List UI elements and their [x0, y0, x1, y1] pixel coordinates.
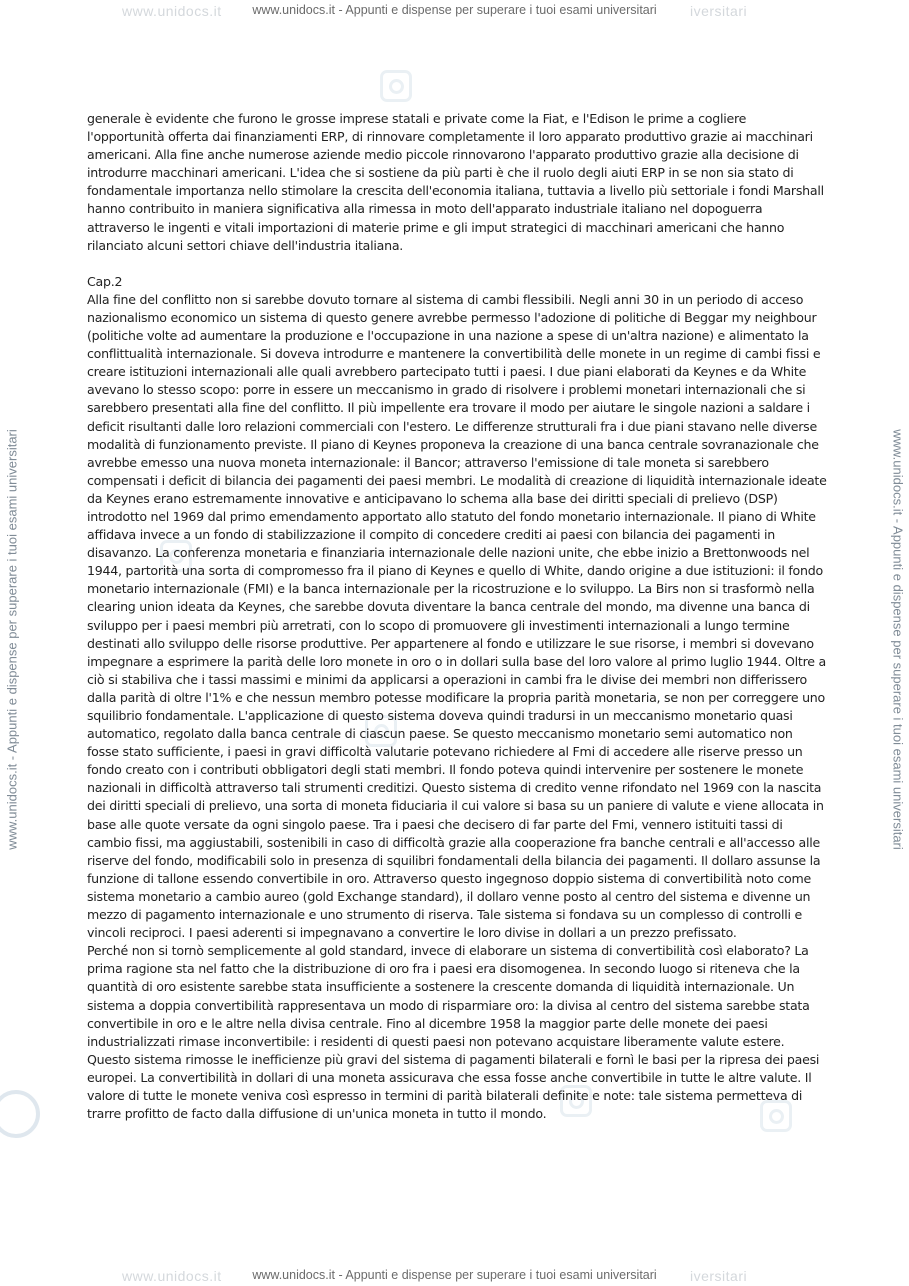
page-footer-watermark[interactable]: www.unidocs.it - Appunti e dispense per superare i tuoi esami universitari [252, 1268, 657, 1282]
watermark-logo-icon [380, 70, 412, 102]
paragraph: generale è evidente che furono le grosse imprese statali e private come la Fiat, e l'Edison le prime a cogliere l'opportunità offerta dai finanziamenti ERP, di rinnovare completamente il loro apparato produttivo grazie ai macchinari americani. Alla fine anche numerose aziende medio piccole rinnovarono l'apparato produttivo grazie alla decisione di introdurre macchinari americani. L'idea che si sostiene da più parti è che il ruolo degli aiuti ERP in se non sia stato di fondamentale importanza nello stimolare la crescita dell'economia italiana, tuttavia a livello più settoriale i fondi Marshall hanno contribuito in maniera significativa alla rimessa in moto dell'apparato industriale italiano nel dopoguerra attraverso le ingenti e vitali importazioni di materie prime e gli imput strategici di macchinari americani che hanno rilanciato alcuni settori chiave dell'industria italiana. [87, 111, 824, 253]
chapter-heading: Cap.2 [87, 273, 123, 289]
faint-watermark-right: iversitari [690, 3, 748, 19]
side-watermark-right: www.unidocs.it - Appunti e dispense per superare i tuoi esami universitari [890, 429, 906, 850]
paragraph: Alla fine del conflitto non si sarebbe dovuto tornare al sistema di cambi flessibili. Negli anni 30 in un periodo di acceso nazionalismo economico un sistema di questo genere avrebbe permesso l'adozione di politiche di Beggar my neighbour (politiche volte ad aumentare la produzione e l'occupazione in una nazione a spese di un'altra nazione) e alimentato la conflittualità internazionale. Si doveva introdurre e mantenere la convertibilità delle monete in un regime di cambi fissi e creare istituzioni internazionali alle quali avrebbero partecipato tutti i paesi. I due piani elaborati da Keynes e da White avevano lo stesso scopo: porre in essere un meccanismo in grado di risolvere i problemi monetari internazionali che si sarebbero presentati alla fine del conflitto. Il più impellente era trovare il modo per aiutare le singole nazioni a saldare i deficit risultanti dalle loro relazioni commerciali con l'estero. Le differenze strutturali fra i due piani stavano nelle diverse modalità di funzionamento previste. Il piano di Keynes proponeva la creazione di una banca centrale sovranazionale che avrebbe emesso una nuova moneta internazionale: il Bancor; attraverso l'emissione di tale moneta si sarebbero compensati i deficit di bilancia dei pagamenti dei paesi membri. Le modalità di creazione di liquidità internazionale ideate da Keynes erano estremamente innovative e anticipavano lo schema alla base dei diritti speciali di prelievo (DSP) introdotto nel 1969 dal primo emendamento apportato allo statuto del fondo monetario internazionale. Il piano di White affidava invece a un fondo di stabilizzazione il compito di concedere crediti ai paesi con bilancia dei pagamenti in disavanzo. La conferenza monetaria e finanziaria internazionale delle nazioni unite, che ebbe inizio a Brettonwoods nel 1944, partorità una sorta di compromesso fra il piano di Keynes e quello di White, dando origine a due istituzioni: il fondo monetario internazionale (FMI) e la banca internazionale per la ricostruzione e lo sviluppo. La Birs non si trasformò nella clearing union ideata da Keynes, che sarebbe dovuta diventare la banca centrale del mondo, ma divenne una banca di sviluppo per i paesi membri più arretrati, con lo scopo di promuovere gli investimenti internazionali a lungo termine destinati allo sviluppo delle risorse produttive. Per appartenere al fondo e utilizzare le sue risorse, i membri si dovevano impegnare a esprimere la parità delle loro monete in oro o in dollari sulla base del loro valore al primo luglio 1944. Oltre a ciò si stabiliva che i tassi massimi e minimi da applicarsi a operazioni in cambi fra le divise dei membri non differissero dalla parità di oltre l'1% e che nessun membro potesse modificare la propria parità monetaria, se non per correggere uno squilibrio fondamentale. L'applicazione di questo sistema doveva quindi tradursi in un meccanismo monetario quasi automatico, regolato dalla banca centrale di ciascun paese. Se questo meccanismo monetario semi automatico non fosse stato sufficiente, i paesi in gravi difficoltà valutarie potevano richiedere al Fmi di accedere alle riserve presso un fondo creato con i contributi obbligatori degli stati membri. Il fondo poteva quindi intervenire per sostenere le monete nazionali in difficoltà attraverso tali strumenti creditizi. Questo sistema di credito venne rifondato nel 1969 con la nascita dei diritti speciali di prelievo, una sorta di moneta fiduciaria il cui valore si basa su un paniere di valute e viene allocata in base alle quote versate da ogni singolo paese. Tra i paesi che decisero di far parte del Fmi, vennero istituiti tassi di cambio fissi, ma aggiustabili, sostenibili in caso di difficoltà grazie alla cooperazione fra banche centrali e all'accesso alle riserve del fondo, modificabili solo in presenza di squilibri fondamentali della bilancia dei pagamenti. Il dollaro assunse la funzione di tallone essendo convertibile in oro. Attraverso questo ingegnoso doppio sistema di convertibilità noto come sistema monetario a cambio aureo (gold Exchange standard), il dollaro venne posto al centro del sistema e divenne un mezzo di pagamento internazionale e uno strumento di riserva. Tale sistema si fondava su un complesso di controlli e vincoli reciproci. I paesi aderenti si impegnavano a convertire le loro divise in dollari a un prezzo prefissato. [87, 291, 827, 941]
paragraph: Perché non si tornò semplicemente al gold standard, invece di elaborare un sistema di convertibilità così elaborato? La prima ragione sta nel fatto che la distribuzione di oro fra i paesi era disomogenea. In secondo luogo si riteneva che la quantità di oro esistente sarebbe stata insufficiente a sostenere la crescente domanda di liquidità internazionale. Un sistema a doppia convertibilità rappresentava un modo di risparmiare oro: la divisa al centro del sistema sarebbe stata convertibile in oro e le altre nella divisa centrale. Fino al dicembre 1958 la maggior parte delle monete dei paesi industrializzati rimase inconvertibile: i residenti di questi paesi non potevano acquistare liberamente valute estere. Questo sistema rimosse le inefficienze più gravi del sistema di pagamenti bilaterali e fornì le basi per la ripresa dei paesi europei. La convertibilità in dollari di una moneta assicurava che essa fosse anche convertibile in tutte le altre valute. Il valore di tutte le monete veniva così espresso in termini di parità bilaterali definite e note: tale sistema permetteva di trarre profitto de facto dalla diffusione di un'unica moneta in tutto il mondo. [87, 943, 820, 1122]
side-watermark-left: www.unidocs.it - Appunti e dispense per superare i tuoi esami universitari [4, 429, 20, 850]
faint-watermark-left-footer: www.unidocs.it [122, 1268, 222, 1284]
faint-watermark-left: www.unidocs.it [122, 3, 222, 19]
unidocs-logo-icon [0, 1090, 40, 1138]
faint-watermark-right-footer: iversitari [690, 1268, 748, 1284]
document-body [87, 110, 827, 1123]
page-header-watermark[interactable]: www.unidocs.it - Appunti e dispense per superare i tuoi esami universitari [252, 3, 657, 17]
